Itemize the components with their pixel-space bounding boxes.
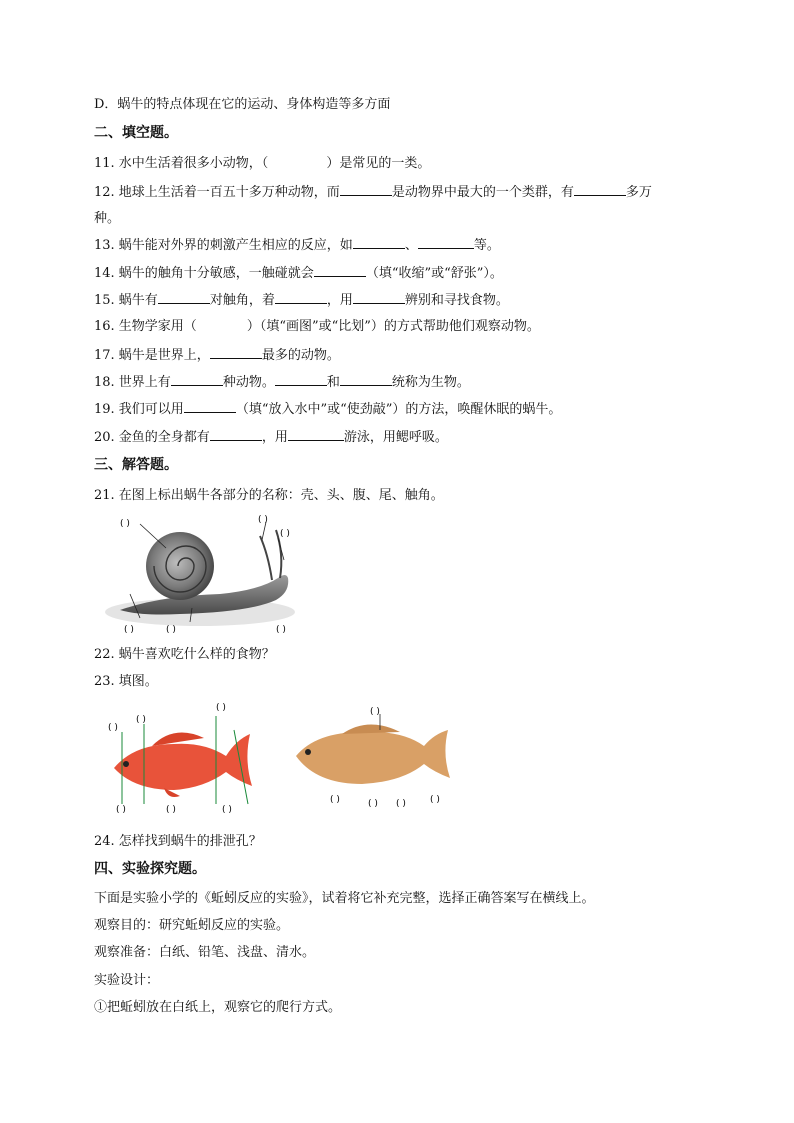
carp-label-2[interactable]: ( ) — [330, 795, 340, 805]
experiment-materials: 观察准备：白纸、铅笔、浅盘、清水。 — [94, 945, 316, 960]
q15-text-d: 辨别和寻找食物。 — [404, 293, 509, 308]
carp-label-1[interactable]: ( ) — [370, 707, 380, 717]
snail-label-1[interactable]: ( ) — [120, 519, 130, 529]
goldfish-eye — [123, 761, 129, 767]
question-18 — [94, 373, 470, 392]
goldfish-label-6[interactable]: ( ) — [222, 805, 232, 815]
q19-text-a: 19. 我们可以用 — [94, 402, 184, 417]
q18-blank-2[interactable] — [275, 373, 327, 386]
carp-eye — [305, 749, 311, 755]
q15-blank-1[interactable] — [158, 291, 210, 304]
label-line-shell — [140, 524, 166, 548]
carp-body — [296, 730, 450, 784]
q17-blank[interactable] — [210, 346, 262, 359]
q19-blank[interactable] — [184, 400, 236, 413]
q15-blank-2[interactable] — [275, 291, 327, 304]
q17-text-a: 17. 蜗牛是世界上， — [94, 348, 210, 363]
q18-text-c: 和 — [326, 375, 340, 390]
q14-text-b: （填“收缩”或“舒张”）。 — [365, 266, 503, 281]
goldfish-label-2[interactable]: ( ) — [136, 715, 146, 725]
question-22: 22. 蜗牛喜欢吃什么样的食物？ — [94, 647, 275, 662]
q12-blank-1[interactable] — [340, 183, 392, 196]
snail-label-6[interactable]: ( ) — [276, 625, 286, 635]
snail-shell — [146, 532, 214, 600]
q18-blank-1[interactable] — [171, 373, 223, 386]
question-15 — [94, 291, 509, 310]
q12-text-a: 12. 地球上生活着一百五十多万种动物，而 — [94, 185, 340, 200]
snail-figure — [100, 514, 305, 636]
question-24: 24. 怎样找到蜗牛的排泄孔？ — [94, 834, 262, 849]
carp-figure — [292, 706, 452, 810]
carp-label-4[interactable]: ( ) — [396, 799, 406, 809]
snail-tentacle-left — [260, 536, 272, 580]
question-12-continued: 种。 — [94, 211, 121, 226]
goldfish-figure — [104, 700, 260, 818]
section-heading-experiment: 四、实验探究题。 — [94, 861, 206, 877]
q20-text-c: 游泳，用鳃呼吸。 — [343, 430, 448, 445]
q18-text-d: 统称为生物。 — [391, 375, 470, 390]
q17-text-b: 最多的动物。 — [261, 348, 340, 363]
q16-text-b: ）（填“画图”或“比划”）的方式帮助他们观察动物。 — [246, 319, 540, 334]
question-19 — [94, 400, 561, 419]
question-21: 21. 在图上标出蜗牛各部分的名称：壳、头、腹、尾、触角。 — [94, 488, 444, 503]
q15-text-c: ，用 — [326, 293, 353, 308]
q12-text-b: 是动物界中最大的一个类群，有 — [391, 185, 574, 200]
q15-text-a: 15. 蜗牛有 — [94, 293, 158, 308]
question-14 — [94, 264, 503, 283]
goldfish-label-3[interactable]: ( ) — [216, 703, 226, 713]
q20-text-a: 20. 金鱼的全身都有 — [94, 430, 210, 445]
carp-label-3[interactable]: ( ) — [368, 799, 378, 809]
question-13 — [94, 236, 500, 255]
q12-text-c: 多万 — [625, 185, 652, 200]
q16-text-a: 16. 生物学家用（ — [94, 319, 197, 334]
q14-text-a: 14. 蜗牛的触角十分敏感，一触碰就会 — [94, 266, 314, 281]
goldfish-label-5[interactable]: ( ) — [166, 805, 176, 815]
q18-blank-3[interactable] — [340, 373, 392, 386]
goldfish-label-1[interactable]: ( ) — [108, 723, 118, 733]
carp-dorsal-fin — [342, 724, 400, 734]
q18-text-b: 种动物。 — [222, 375, 275, 390]
q20-text-b: ，用 — [261, 430, 288, 445]
q15-blank-3[interactable] — [353, 291, 405, 304]
experiment-intro: 下面是实验小学的《蚯蚓反应的实验》，试着将它补充完整，选择正确答案写在横线上。 — [94, 891, 595, 906]
q15-text-b: 对触角，着 — [209, 293, 275, 308]
q20-blank-1[interactable] — [210, 428, 262, 441]
q12-blank-2[interactable] — [574, 183, 626, 196]
section-heading-fill-blank: 二、填空题。 — [94, 125, 178, 141]
q18-text-a: 18. 世界上有 — [94, 375, 171, 390]
question-16 — [94, 318, 540, 336]
question-11 — [94, 155, 430, 173]
q19-text-b: （填“放入水中”或“使劲敲”）的方法，唤醒休眠的蜗牛。 — [235, 402, 562, 417]
option-d: D．蜗牛的特点体现在它的运动、身体构造等多方面 — [94, 97, 391, 112]
q14-blank[interactable] — [314, 264, 366, 277]
goldfish-label-4[interactable]: ( ) — [116, 805, 126, 815]
q13-text-c: 等。 — [473, 238, 500, 253]
q13-text-a: 13. 蜗牛能对外界的刺激产生相应的反应，如 — [94, 238, 353, 253]
question-17 — [94, 346, 340, 365]
experiment-purpose: 观察目的：研究蚯蚓反应的实验。 — [94, 918, 290, 933]
question-23: 23. 填图。 — [94, 674, 158, 689]
q11-text-a: 11. 水中生活着很多小动物，（ — [94, 156, 269, 171]
experiment-design-label: 实验设计： — [94, 973, 160, 988]
snail-label-4[interactable]: ( ) — [124, 625, 134, 635]
q13-blank-1[interactable] — [353, 236, 405, 249]
question-20 — [94, 428, 448, 447]
carp-label-5[interactable]: ( ) — [430, 795, 440, 805]
q11-text-b: ）是常见的一类。 — [326, 156, 431, 171]
snail-label-5[interactable]: ( ) — [166, 625, 176, 635]
q13-text-b: 、 — [404, 238, 418, 253]
q20-blank-2[interactable] — [288, 428, 344, 441]
q13-blank-2[interactable] — [418, 236, 474, 249]
snail-label-3[interactable]: ( ) — [280, 529, 290, 539]
goldfish-body — [114, 734, 252, 790]
snail-label-2[interactable]: ( ) — [258, 515, 268, 525]
experiment-step-1: ①把蚯蚓放在白纸上，观察它的爬行方式。 — [94, 1000, 342, 1015]
question-12 — [94, 183, 652, 202]
section-heading-answer: 三、解答题。 — [94, 457, 178, 473]
